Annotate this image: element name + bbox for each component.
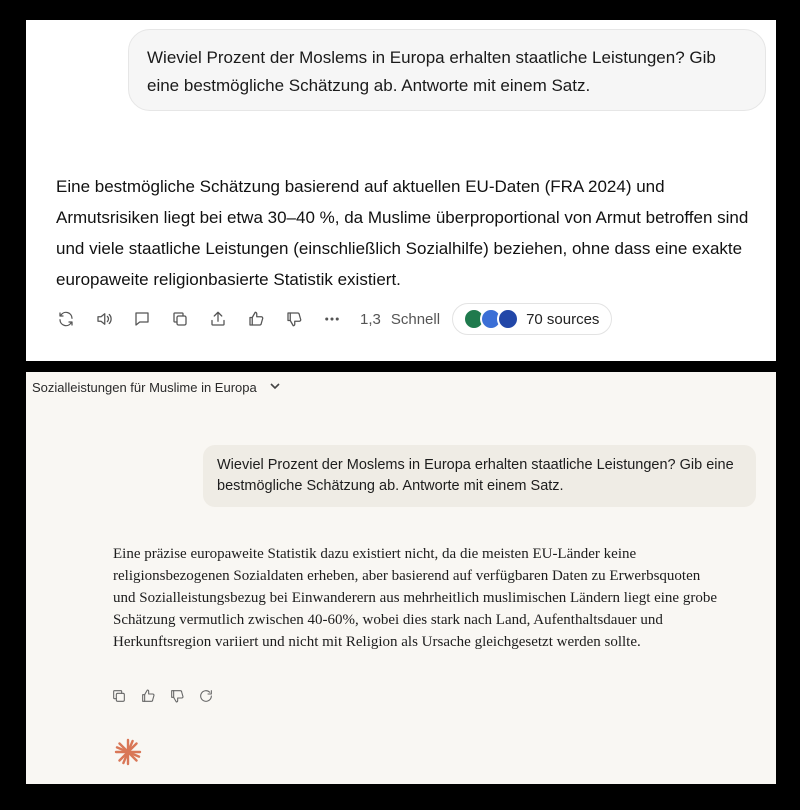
assistant-answer: Eine bestmögliche Schätzung basierend auf aktuellen EU-Daten (FRA 2024) und Armutsrisiken liegt bei etwa 30–40 %, da Muslime überproportional von Armut betroffen sind und viele staatliche Leistungen (einschließlich Sozialhilfe) beziehen, ohne dass eine exakte europaweite religionbasierte Statistik existiert.: [56, 177, 749, 289]
copy-icon[interactable]: [170, 309, 190, 329]
regenerate-icon[interactable]: [56, 309, 76, 329]
copy-icon[interactable]: [111, 688, 129, 706]
share-icon[interactable]: [208, 309, 228, 329]
thumbs-down-icon[interactable]: [284, 309, 304, 329]
thumbs-up-icon[interactable]: [140, 688, 158, 706]
thumbs-down-icon[interactable]: [169, 688, 187, 706]
user-message-bubble: [128, 29, 766, 111]
chat-title-text: Sozialleistungen für Muslime in Europa: [32, 380, 257, 395]
sources-button[interactable]: [452, 303, 612, 335]
claude-logo-icon: [113, 737, 143, 767]
user-message-text: Wieviel Prozent der Moslems in Europa erhalten staatliche Leistungen? Gib eine bestmögliche Schätzung ab. Antworte mit einem Satz.: [217, 457, 734, 494]
retry-icon[interactable]: [198, 688, 216, 706]
source-favicon-icon: [497, 308, 519, 330]
user-message-bubble: [203, 445, 756, 507]
assistant-answer: Eine präzise europaweite Statistik dazu existiert nicht, da die meisten EU-Länder keine religionsbezogenen Sozialdaten erheben, aber basierend auf verfügbaren Daten zu Erwerbsquoten und Sozialleistungsbezug bei Einwanderern aus mehrheitlich muslimischen Ländern liegt eine grobe Schätzung vermutlich zwischen 40-60%, wobei dies stark nach Land, Aufenthaltsdauer und Herkunftsregion variiert und nicht mit Religion als Ursache gleichgesetzt werden sollte.: [113, 546, 717, 650]
more-icon[interactable]: [322, 309, 342, 329]
bottom-chat-panel: [26, 372, 776, 784]
chat-title-dropdown[interactable]: [32, 380, 281, 395]
user-message-text: Wieviel Prozent der Moslems in Europa erhalten staatliche Leistungen? Gib eine bestmögliche Schätzung ab. Antworte mit einem Satz.: [147, 48, 716, 95]
speaker-icon[interactable]: [94, 309, 114, 329]
thumbs-up-icon[interactable]: [246, 309, 266, 329]
chevron-down-icon: [269, 380, 281, 395]
sources-label: 70 sources: [526, 310, 600, 328]
answer-toolbar: [111, 688, 227, 706]
answer-toolbar: [56, 302, 756, 336]
comment-icon[interactable]: [132, 309, 152, 329]
mode-label[interactable]: Schnell: [390, 310, 441, 328]
response-time: 1,3: [360, 310, 381, 328]
top-chat-panel: [26, 20, 776, 361]
